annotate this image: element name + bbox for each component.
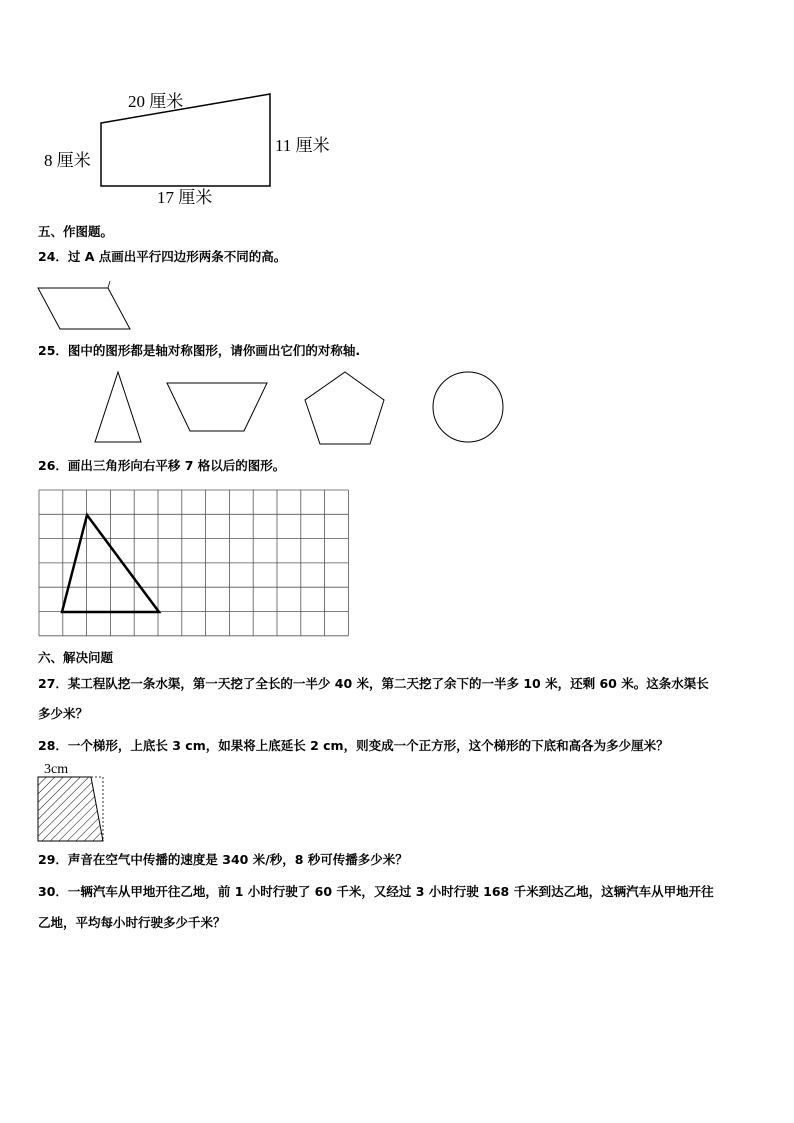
question-25: 25．图中的图形都是轴对称图形，请你画出它们的对称轴.: [38, 343, 361, 358]
question-29: 29．声音在空气中传播的速度是 340 米/秒，8 秒可传播多少米？: [38, 852, 408, 867]
question-30-line-1: 30．一辆汽车从甲地开往乙地，前 1 小时行驶了 60 千米，又经过 3 小时行驶 168 千米到达乙地，这辆汽车从甲地开往: [38, 884, 714, 899]
trapezoid-bottom-label: 17 厘米: [157, 188, 213, 207]
section-5-title: 五、作图题。: [38, 224, 114, 239]
trapezoid-top-3cm-label: 3cm: [44, 762, 69, 777]
question-26: 26．画出三角形向右平移 7 格以后的图形。: [38, 458, 286, 473]
question-27-line-1: 27．某工程队挖一条水渠，第一天挖了全长的一半少 40 米，第二天挖了余下的一半多 10 米，还剩 60 米。这条水渠长: [38, 676, 709, 691]
question-28: 28．一个梯形，上底长 3 cm，如果将上底延长 2 cm，则变成一个正方形，这个梯形的下底和高各为多少厘米？: [38, 738, 669, 753]
question-30-line-2: 乙地，平均每小时行驶多少千米？: [38, 915, 226, 930]
trapezoid-right-label: 11 厘米: [275, 136, 330, 155]
section-6-title: 六、解决问题: [38, 650, 114, 665]
question-24: 24．过 A 点画出平行四边形两条不同的高。: [38, 249, 287, 264]
trapezoid-left-label: 8 厘米: [44, 151, 91, 170]
trapezoid-top-label: 20 厘米: [128, 92, 184, 111]
question-27-line-2: 多少米？: [38, 706, 89, 721]
